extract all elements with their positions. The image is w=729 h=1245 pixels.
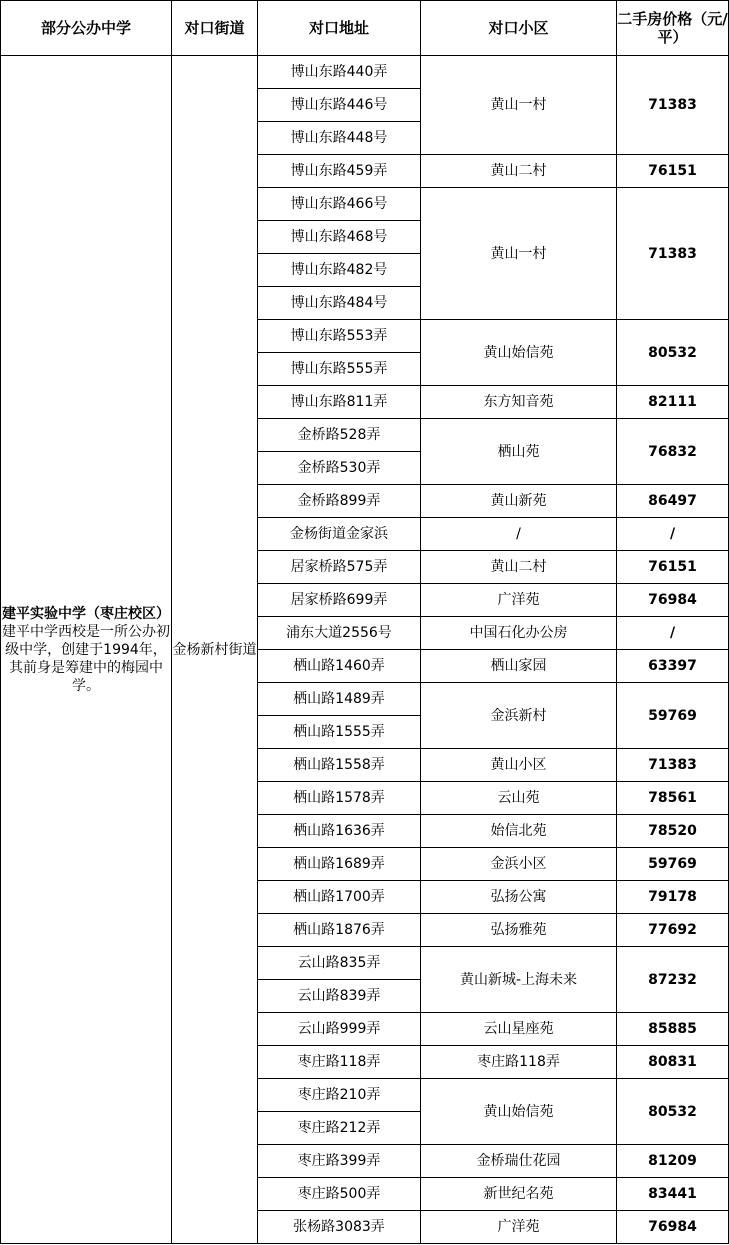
header-row [1, 1, 729, 56]
community-cell: 金浜小区 [421, 848, 617, 881]
address-cell: 居家桥路699弄 [258, 584, 421, 617]
price-cell: 80532 [617, 320, 729, 386]
price-cell: 79178 [617, 881, 729, 914]
price-cell: 76832 [617, 419, 729, 485]
price-cell: 87232 [617, 947, 729, 1013]
price-cell: 71383 [617, 749, 729, 782]
school-cell [1, 56, 172, 1244]
community-cell: 新世纪名苑 [421, 1178, 617, 1211]
price-cell: 71383 [617, 56, 729, 155]
community-cell: 黄山二村 [421, 155, 617, 188]
address-cell: 居家桥路575弄 [258, 551, 421, 584]
address-cell: 博山东路484号 [258, 287, 421, 320]
address-cell: 浦东大道2556号 [258, 617, 421, 650]
address-cell: 枣庄路500弄 [258, 1178, 421, 1211]
address-cell: 博山东路555弄 [258, 353, 421, 386]
community-cell: 枣庄路118弄 [421, 1046, 617, 1079]
community-cell: 云山苑 [421, 782, 617, 815]
community-cell: 黄山一村 [421, 56, 617, 155]
address-cell: 栖山路1689弄 [258, 848, 421, 881]
address-cell: 云山路835弄 [258, 947, 421, 980]
community-cell: 金浜新村 [421, 683, 617, 749]
community-cell: 黄山小区 [421, 749, 617, 782]
community-cell: 黄山始信苑 [421, 1079, 617, 1145]
price-cell: 77692 [617, 914, 729, 947]
price-cell: 63397 [617, 650, 729, 683]
address-cell: 张杨路3083弄 [258, 1211, 421, 1244]
price-cell: 85885 [617, 1013, 729, 1046]
address-cell: 金桥路530弄 [258, 452, 421, 485]
address-cell: 博山东路459弄 [258, 155, 421, 188]
community-cell: 弘扬公寓 [421, 881, 617, 914]
header-community: 对口小区 [421, 1, 617, 56]
address-cell: 博山东路466号 [258, 188, 421, 221]
price-cell: 82111 [617, 386, 729, 419]
address-cell: 栖山路1876弄 [258, 914, 421, 947]
address-cell: 金桥路899弄 [258, 485, 421, 518]
price-cell: 80532 [617, 1079, 729, 1145]
address-cell: 博山东路553弄 [258, 320, 421, 353]
address-cell: 枣庄路399弄 [258, 1145, 421, 1178]
community-cell: 黄山二村 [421, 551, 617, 584]
community-cell: / [421, 518, 617, 551]
address-cell: 栖山路1578弄 [258, 782, 421, 815]
price-cell: 78520 [617, 815, 729, 848]
address-cell: 栖山路1555弄 [258, 716, 421, 749]
price-cell: / [617, 617, 729, 650]
price-cell: / [617, 518, 729, 551]
street-cell: 金杨新村街道 [172, 56, 258, 1244]
address-cell: 栖山路1489弄 [258, 683, 421, 716]
address-cell: 枣庄路210弄 [258, 1079, 421, 1112]
address-cell: 云山路999弄 [258, 1013, 421, 1046]
community-cell: 黄山始信苑 [421, 320, 617, 386]
price-cell: 76984 [617, 584, 729, 617]
community-cell: 云山星座苑 [421, 1013, 617, 1046]
address-cell: 金桥路528弄 [258, 419, 421, 452]
address-cell: 栖山路1460弄 [258, 650, 421, 683]
address-cell: 博山东路440弄 [258, 56, 421, 89]
header-address: 对口地址 [258, 1, 421, 56]
address-cell: 枣庄路212弄 [258, 1112, 421, 1145]
school-name: 建平实验中学（枣庄校区） [2, 605, 170, 622]
price-cell: 83441 [617, 1178, 729, 1211]
community-cell: 始信北苑 [421, 815, 617, 848]
header-school: 部分公办中学 [1, 1, 172, 56]
address-cell: 博山东路448号 [258, 122, 421, 155]
community-cell: 黄山新城-上海未来 [421, 947, 617, 1013]
community-cell: 栖山苑 [421, 419, 617, 485]
price-cell: 86497 [617, 485, 729, 518]
community-cell: 中国石化办公房 [421, 617, 617, 650]
address-cell: 博山东路811弄 [258, 386, 421, 419]
community-cell: 黄山一村 [421, 188, 617, 320]
community-cell: 栖山家园 [421, 650, 617, 683]
address-cell: 枣庄路118弄 [258, 1046, 421, 1079]
address-cell: 云山路839弄 [258, 980, 421, 1013]
price-cell: 78561 [617, 782, 729, 815]
header-price: 二手房价格（元/平） [617, 1, 729, 56]
community-cell: 广洋苑 [421, 1211, 617, 1244]
price-cell: 76151 [617, 551, 729, 584]
school-description: 建平中学西校是一所公办初级中学，创建于1994年，其前身是筹建中的梅园中学。 [2, 623, 170, 694]
price-cell: 59769 [617, 683, 729, 749]
header-street: 对口街道 [172, 1, 258, 56]
address-cell: 栖山路1558弄 [258, 749, 421, 782]
table-row [1, 56, 729, 89]
address-cell: 博山东路446号 [258, 89, 421, 122]
price-cell: 80831 [617, 1046, 729, 1079]
address-cell: 博山东路482号 [258, 254, 421, 287]
address-cell: 博山东路468号 [258, 221, 421, 254]
price-cell: 81209 [617, 1145, 729, 1178]
community-cell: 广洋苑 [421, 584, 617, 617]
price-cell: 76984 [617, 1211, 729, 1244]
price-cell: 59769 [617, 848, 729, 881]
price-cell: 71383 [617, 188, 729, 320]
community-cell: 弘扬雅苑 [421, 914, 617, 947]
address-cell: 栖山路1700弄 [258, 881, 421, 914]
community-cell: 东方知音苑 [421, 386, 617, 419]
community-cell: 黄山新苑 [421, 485, 617, 518]
address-cell: 金杨街道金家浜 [258, 518, 421, 551]
price-cell: 76151 [617, 155, 729, 188]
community-cell: 金桥瑞仕花园 [421, 1145, 617, 1178]
address-cell: 栖山路1636弄 [258, 815, 421, 848]
